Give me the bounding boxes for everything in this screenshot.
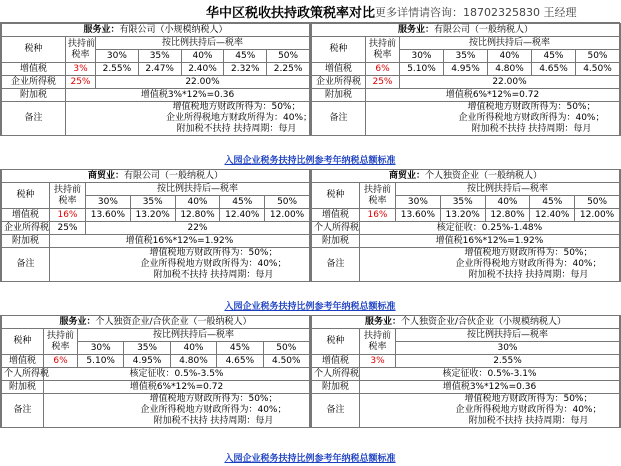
income-before-rate: 25% [66, 76, 96, 89]
surcharge-label: 附加税 [2, 381, 44, 394]
pct-header: 30% [96, 50, 139, 63]
surcharge-value: 增值税6%*12%=0.72 [44, 381, 310, 394]
income-rate: 核定征收：0.25%-1.48% [360, 222, 620, 235]
vat-rate-cell: 2.55% [96, 63, 139, 76]
surcharge-label: 附加税 [2, 235, 50, 248]
vat-rate-cell: 4.50% [576, 63, 620, 76]
industry-label: 服务业： [397, 24, 434, 35]
panel-service-small [0, 23, 311, 136]
surcharge-value: 增值税3%*12%=0.36 [360, 381, 620, 394]
remark-label: 备注 [312, 102, 366, 136]
surcharge-label: 附加税 [312, 89, 366, 102]
vat-label: 增值税 [312, 209, 360, 222]
pct-header: 45% [224, 50, 267, 63]
remark-notes: 增值税地方财政所得为：50%； 企业所得税地方财政所得为：40%； 附加税不扶持 扶持周期：每月 [360, 248, 620, 282]
surcharge-label: 附加税 [2, 89, 66, 102]
pct-header: 35% [130, 196, 175, 209]
pct-header: 40% [175, 196, 220, 209]
vat-rate-cell: 4.65% [217, 355, 263, 368]
vat-before-rate: 6% [44, 355, 78, 368]
panel-title [312, 170, 620, 183]
company-type: 个人独资企业/合伙企业（一般纳税人） [95, 316, 252, 327]
remark-label: 备注 [2, 248, 50, 282]
pct-header: 35% [138, 50, 181, 63]
remark-label: 备注 [2, 394, 44, 428]
vat-rate-cell: 12.40% [530, 209, 575, 222]
reference-link[interactable]: 入园企业税务扶持比例参考年纳税总额标准 [0, 301, 620, 313]
pct-header: 50% [575, 196, 620, 209]
vat-label: 增值税 [2, 355, 44, 368]
after-rate-header: 按比例扶持后—税率 [400, 37, 620, 50]
rate-table [311, 169, 620, 282]
remark-notes: 增值税地方财政所得为：50%； 企业所得税地方财政所得为：40%； 附加税不扶持 扶持周期：每月 [366, 102, 620, 136]
page-title: 华中区税收扶持政策税率对比 [206, 6, 376, 21]
comparison-grid [0, 22, 620, 466]
pct-header: 50% [263, 342, 309, 355]
vat-rate-cell: 5.10% [78, 355, 124, 368]
industry-label: 服务业： [364, 316, 401, 327]
vat-rate-cell: 2.55% [396, 355, 620, 368]
vat-rate-cell: 12.40% [220, 209, 265, 222]
surcharge-label: 附加税 [312, 381, 360, 394]
vat-rate-cell: 4.80% [488, 63, 532, 76]
corp-income-label: 企业所得税 [312, 76, 366, 89]
tax-type-header: 税种 [2, 329, 44, 355]
panel-title [2, 24, 310, 37]
pct-header: 45% [532, 50, 576, 63]
rate-table [311, 23, 620, 136]
panel-title [2, 170, 310, 183]
pct-header: 50% [267, 50, 310, 63]
remark-label: 备注 [312, 394, 360, 428]
pct-header: 40% [488, 50, 532, 63]
pct-header: 50% [265, 196, 310, 209]
rate-table [1, 23, 313, 136]
pct-header: 35% [124, 342, 170, 355]
before-rate-header: 扶持前 税率 [50, 183, 86, 209]
after-rate-header: 按比例扶持后—税率 [96, 37, 310, 50]
income-before-rate: 25% [366, 76, 400, 89]
pct-header: 45% [220, 196, 265, 209]
vat-rate-cell: 2.25% [267, 63, 310, 76]
vat-label: 增值税 [312, 63, 366, 76]
before-rate-header: 扶持前 税率 [360, 183, 396, 209]
company-type: 个人独资企业（一般纳税人） [425, 170, 543, 181]
header [0, 0, 620, 22]
vat-rate-cell: 12.00% [575, 209, 620, 222]
vat-rate-cell: 4.95% [444, 63, 488, 76]
income-before-rate: 25% [50, 222, 86, 235]
before-rate-header: 扶持前 税率 [360, 329, 396, 355]
surcharge-value: 增值税6%*12%=0.72 [366, 89, 620, 102]
panel-service-partnership-general [0, 315, 311, 428]
rate-table [311, 315, 620, 428]
tax-type-header: 税种 [312, 183, 360, 209]
pct-header: 30% [86, 196, 131, 209]
personal-income-label: 个人所得税 [312, 222, 360, 235]
remark-notes: 增值税地方财政所得为：50%； 企业所得税地方财政所得为：40%； 附加税不扶持 扶持周期：每月 [66, 102, 310, 136]
pct-header: 35% [444, 50, 488, 63]
surcharge-value: 增值税16%*12%=1.92% [360, 235, 620, 248]
corp-income-label: 企业所得税 [2, 76, 66, 89]
after-rate-header: 按比例扶持后—税率 [396, 183, 620, 196]
panel-title [312, 24, 620, 37]
pct-header: 30% [400, 50, 444, 63]
vat-rate-cell: 13.20% [440, 209, 485, 222]
vat-rate-cell: 12.80% [175, 209, 220, 222]
vat-label: 增值税 [2, 63, 66, 76]
income-rate: 核定征收：0.5%-3.5% [44, 368, 310, 381]
vat-rate-cell: 13.60% [396, 209, 441, 222]
remark-notes: 增值税地方财政所得为：50%； 企业所得税地方财政所得为：40%； 附加税不扶持 扶持周期：每月 [44, 394, 310, 428]
vat-rate-cell: 13.60% [86, 209, 131, 222]
vat-rate-cell: 4.65% [532, 63, 576, 76]
vat-label: 增值税 [2, 209, 50, 222]
panel-service-partnership-small [310, 315, 621, 428]
company-type: 个人独资企业/合伙企业（小规模纳税人） [400, 316, 567, 327]
remark-notes: 增值税地方财政所得为：50%； 企业所得税地方财政所得为：40%； 附加税不扶持 扶持周期：每月 [360, 394, 620, 428]
before-rate-header: 扶持前 税率 [44, 329, 78, 355]
vat-rate-cell: 2.40% [181, 63, 224, 76]
vat-rate-cell: 4.80% [170, 355, 216, 368]
income-rate: 核定征收：0.5%-3.1% [360, 368, 620, 381]
industry-label: 商贸业： [388, 170, 425, 181]
panel-service-general [310, 23, 621, 136]
industry-label: 服务业： [83, 24, 120, 35]
personal-income-label: 个人所得税 [2, 368, 44, 381]
vat-rate-cell: 4.95% [124, 355, 170, 368]
pct-header: 50% [576, 50, 620, 63]
vat-before-rate: 3% [360, 355, 396, 368]
surcharge-value: 增值税16%*12%=1.92% [50, 235, 310, 248]
contact-info: 更多详情请咨询：18702325830 王经理 [375, 6, 577, 19]
vat-before-rate: 16% [50, 209, 86, 222]
before-rate-header: 扶持前 税率 [366, 37, 400, 63]
after-rate-header: 按比例扶持后—税率 [396, 329, 620, 342]
panel-trade-sole-proprietor [310, 169, 621, 282]
remark-label: 备注 [2, 102, 66, 136]
panel-title [2, 316, 310, 329]
vat-rate-cell: 2.32% [224, 63, 267, 76]
pct-header: 40% [181, 50, 224, 63]
pct-header: 45% [530, 196, 575, 209]
income-after-rate: 22.00% [96, 76, 310, 89]
vat-rate-cell: 12.80% [485, 209, 530, 222]
vat-before-rate: 3% [66, 63, 96, 76]
rate-table [1, 169, 310, 282]
vat-rate-cell: 13.20% [130, 209, 175, 222]
tax-type-header: 税种 [312, 329, 360, 355]
income-after-rate: 22.00% [400, 76, 620, 89]
vat-label: 增值税 [312, 355, 360, 368]
vat-before-rate: 16% [360, 209, 396, 222]
pct-header: 35% [440, 196, 485, 209]
after-rate-header: 按比例扶持后—税率 [78, 329, 310, 342]
rate-table [1, 315, 310, 428]
reference-link[interactable]: 入园企业税务扶持比例参考年纳税总额标准 [0, 155, 620, 167]
industry-label: 商贸业： [87, 170, 124, 181]
panel-trade-general [0, 169, 311, 282]
vat-rate-cell: 2.47% [138, 63, 181, 76]
pct-header: 30% [396, 196, 441, 209]
reference-link[interactable]: 入园企业税务扶持比例参考年纳税总额标准 [0, 453, 620, 465]
pct-header: 45% [217, 342, 263, 355]
vat-rate-cell: 4.50% [263, 355, 309, 368]
panel-title [312, 316, 620, 329]
surcharge-value: 增值税3%*12%=0.36 [66, 89, 310, 102]
income-after-rate: 22% [86, 222, 310, 235]
corp-income-label: 企业所得税 [2, 222, 50, 235]
company-type: 有限公司（小规模纳税人） [119, 24, 228, 35]
after-rate-header: 按比例扶持后—税率 [86, 183, 310, 196]
vat-rate-cell: 5.10% [400, 63, 444, 76]
surcharge-label: 附加税 [312, 235, 360, 248]
company-type: 有限公司（一般纳税人） [124, 170, 224, 181]
remark-notes: 增值税地方财政所得为：50%； 企业所得税地方财政所得为：40%； 附加税不扶持 扶持周期：每月 [50, 248, 310, 282]
company-type: 有限公司（一般纳税人） [434, 24, 534, 35]
tax-type-header: 税种 [2, 37, 66, 63]
industry-label: 服务业： [59, 316, 96, 327]
pct-header: 30% [396, 342, 620, 355]
remark-label: 备注 [312, 248, 360, 282]
before-rate-header: 扶持前 税率 [66, 37, 96, 63]
vat-rate-cell: 12.00% [265, 209, 310, 222]
pct-header: 30% [78, 342, 124, 355]
tax-type-header: 税种 [312, 37, 366, 63]
pct-header: 40% [485, 196, 530, 209]
pct-header: 40% [170, 342, 216, 355]
vat-before-rate: 6% [366, 63, 400, 76]
personal-income-label: 个人所得税 [312, 368, 360, 381]
tax-type-header: 税种 [2, 183, 50, 209]
